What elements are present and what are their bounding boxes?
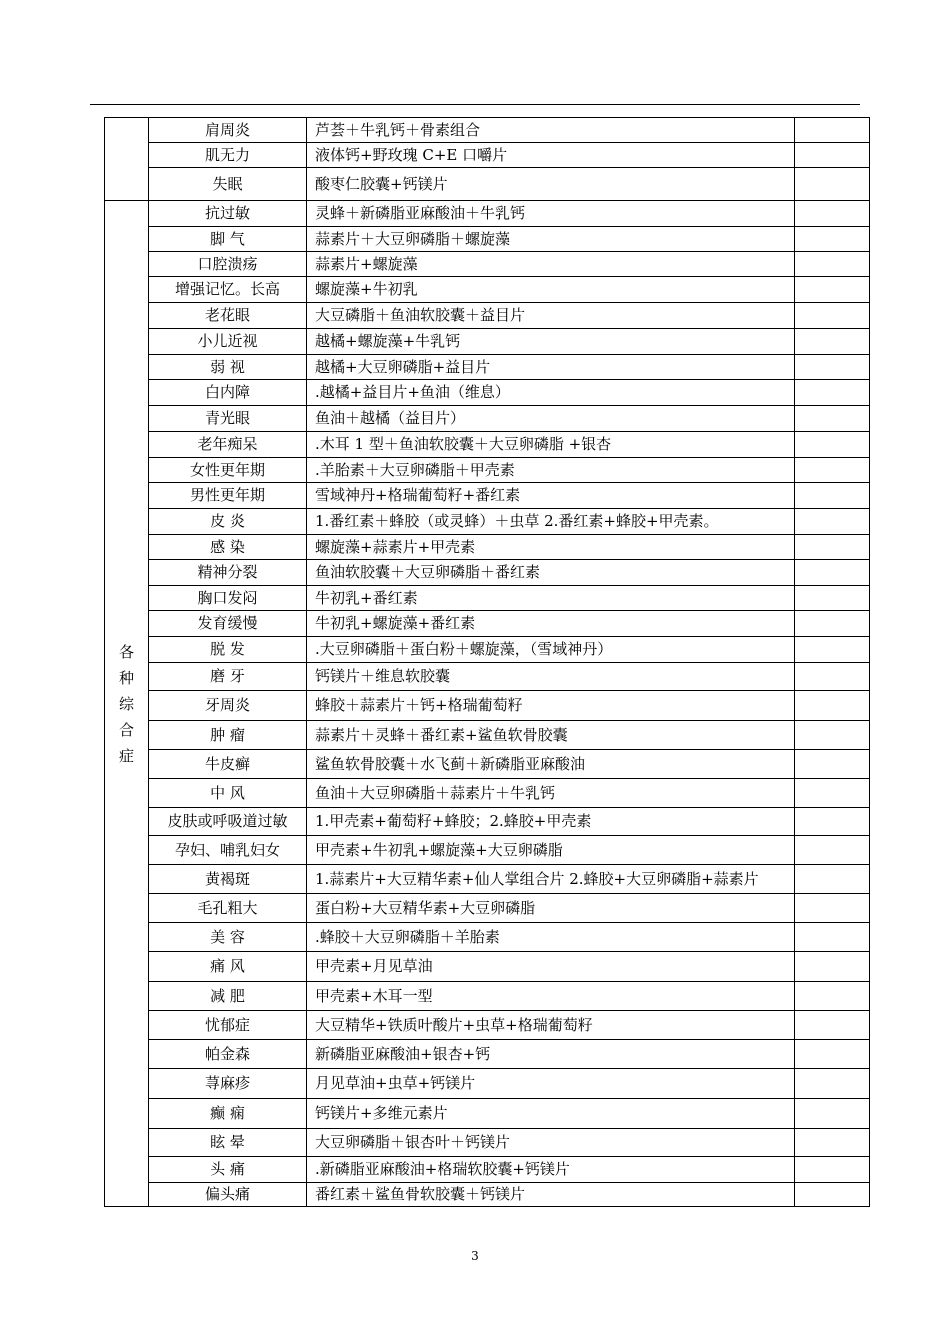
condition-name: 牛皮癣 [149, 750, 307, 779]
table-row [105, 637, 870, 663]
group-cell-empty [105, 118, 149, 201]
header-rule [90, 104, 860, 105]
notes-cell [795, 1011, 870, 1040]
notes-cell [795, 750, 870, 779]
condition-name: 美 容 [149, 923, 307, 952]
table-row [105, 952, 870, 982]
table-row [105, 1129, 870, 1157]
table-row [105, 1183, 870, 1207]
remedy-text: 鱼油＋越橘（益目片） [307, 406, 795, 432]
condition-name: 男性更年期 [149, 483, 307, 509]
notes-cell [795, 1157, 870, 1183]
table-row [105, 252, 870, 277]
notes-cell [795, 836, 870, 865]
table-row [105, 143, 870, 168]
notes-cell [795, 982, 870, 1011]
remedy-text: 蒜素片+螺旋藻 [307, 252, 795, 277]
remedy-text: 鱼油＋大豆卵磷脂＋蒜素片＋牛乳钙 [307, 779, 795, 808]
notes-cell [795, 1099, 870, 1129]
condition-name: 感 染 [149, 535, 307, 560]
remedy-text: 蛋白粉+大豆精华素+大豆卵磷脂 [307, 894, 795, 923]
table-row [105, 982, 870, 1011]
remedy-text: .越橘+益目片+鱼油（维息） [307, 380, 795, 406]
table-row [105, 535, 870, 560]
condition-name: 失眠 [149, 168, 307, 201]
notes-cell [795, 808, 870, 836]
table-row [105, 1069, 870, 1099]
notes-cell [795, 1183, 870, 1207]
remedy-text: 新磷脂亚麻酸油+银杏+钙 [307, 1040, 795, 1069]
condition-name: 忧郁症 [149, 1011, 307, 1040]
condition-name: 帕金森 [149, 1040, 307, 1069]
table-row [105, 509, 870, 535]
remedy-text: .大豆卵磷脂＋蛋白粉＋螺旋藻，（雪域神丹） [307, 637, 795, 663]
notes-cell [795, 865, 870, 894]
table-row [105, 168, 870, 201]
group-label: 各种综合症 [118, 642, 134, 765]
table-row [105, 355, 870, 380]
table-row [105, 1040, 870, 1069]
table-row [105, 1157, 870, 1183]
table-row [105, 483, 870, 509]
notes-cell [795, 143, 870, 168]
notes-cell [795, 406, 870, 432]
condition-name: 脱 发 [149, 637, 307, 663]
notes-cell [795, 509, 870, 535]
notes-cell [795, 1040, 870, 1069]
remedy-text: 酸枣仁胶囊+钙镁片 [307, 168, 795, 201]
table-row [105, 118, 870, 143]
notes-cell [795, 1069, 870, 1099]
remedy-text: 钙镁片＋维息软胶囊 [307, 663, 795, 691]
condition-name: 荨麻疹 [149, 1069, 307, 1099]
remedy-text: 番红素＋鲨鱼骨软胶囊＋钙镁片 [307, 1183, 795, 1207]
table-row [105, 586, 870, 611]
remedy-text: 灵蜂＋新磷脂亚麻酸油＋牛乳钙 [307, 201, 795, 227]
remedy-text: 甲壳素+牛初乳+螺旋藻+大豆卵磷脂 [307, 836, 795, 865]
table-row [105, 201, 870, 227]
table-row [105, 691, 870, 721]
remedy-text: 甲壳素+月见草油 [307, 952, 795, 982]
table-row [105, 663, 870, 691]
condition-name: 减 肥 [149, 982, 307, 1011]
table-row [105, 750, 870, 779]
notes-cell [795, 118, 870, 143]
table-row [105, 894, 870, 923]
remedy-text: 芦荟＋牛乳钙＋骨素组合 [307, 118, 795, 143]
condition-name: 皮 炎 [149, 509, 307, 535]
table-row [105, 303, 870, 329]
table-row [105, 458, 870, 483]
remedy-text: 液体钙+野玫瑰 C+E 口嚼片 [307, 143, 795, 168]
condition-name: 脚 气 [149, 227, 307, 252]
notes-cell [795, 355, 870, 380]
notes-cell [795, 535, 870, 560]
notes-cell [795, 252, 870, 277]
condition-name: 青光眼 [149, 406, 307, 432]
table-row [105, 611, 870, 637]
remedy-text: 甲壳素+木耳一型 [307, 982, 795, 1011]
remedy-text: 1.甲壳素+葡萄籽+蜂胶；2.蜂胶+甲壳素 [307, 808, 795, 836]
notes-cell [795, 611, 870, 637]
remedy-text: 月见草油+虫草+钙镁片 [307, 1069, 795, 1099]
table-row [105, 836, 870, 865]
remedy-text: 螺旋藻+牛初乳 [307, 277, 795, 303]
condition-name: 白内障 [149, 380, 307, 406]
table-row [105, 923, 870, 952]
table-row [105, 406, 870, 432]
condition-name: 磨 牙 [149, 663, 307, 691]
notes-cell [795, 691, 870, 721]
notes-cell [795, 663, 870, 691]
group-cell [105, 201, 149, 1207]
remedy-text: 大豆磷脂＋鱼油软胶囊＋益目片 [307, 303, 795, 329]
condition-name: 肌无力 [149, 143, 307, 168]
notes-cell [795, 380, 870, 406]
table-row [105, 721, 870, 750]
condition-name: 偏头痛 [149, 1183, 307, 1207]
remedy-text: 1.番红素＋蜂胶（或灵蜂）＋虫草 2.番红素+蜂胶+甲壳素。 [307, 509, 795, 535]
condition-name: 孕妇、哺乳妇女 [149, 836, 307, 865]
condition-name: 痛 风 [149, 952, 307, 982]
condition-name: 老花眼 [149, 303, 307, 329]
remedy-text: 牛初乳+番红素 [307, 586, 795, 611]
table-row [105, 1099, 870, 1129]
remedy-text: 钙镁片+多维元素片 [307, 1099, 795, 1129]
notes-cell [795, 952, 870, 982]
notes-cell [795, 303, 870, 329]
condition-name: 发育缓慢 [149, 611, 307, 637]
condition-name: 精神分裂 [149, 560, 307, 586]
remedy-text: 鲨鱼软骨胶囊＋水飞蓟＋新磷脂亚麻酸油 [307, 750, 795, 779]
remedy-text: 大豆精华+铁质叶酸片+虫草+格瑞葡萄籽 [307, 1011, 795, 1040]
condition-name: 抗过敏 [149, 201, 307, 227]
condition-name: 中 风 [149, 779, 307, 808]
remedy-text: .羊胎素＋大豆卵磷脂＋甲壳素 [307, 458, 795, 483]
table-row [105, 380, 870, 406]
table-row [105, 560, 870, 586]
notes-cell [795, 1129, 870, 1157]
notes-cell [795, 168, 870, 201]
condition-name: 口腔溃疡 [149, 252, 307, 277]
remedy-text: 雪域神丹+格瑞葡萄籽+番红素 [307, 483, 795, 509]
condition-name: 黄褐斑 [149, 865, 307, 894]
remedy-text: 越橘+螺旋藻+牛乳钙 [307, 329, 795, 355]
table-row [105, 227, 870, 252]
condition-name: 胸口发闷 [149, 586, 307, 611]
condition-name: 牙周炎 [149, 691, 307, 721]
notes-cell [795, 894, 870, 923]
remedy-text: .木耳 1 型＋鱼油软胶囊＋大豆卵磷脂 +银杏 [307, 432, 795, 458]
remedy-text: 1.蒜素片+大豆精华素+仙人掌组合片 2.蜂胶+大豆卵磷脂+蒜素片 [307, 865, 795, 894]
notes-cell [795, 560, 870, 586]
notes-cell [795, 227, 870, 252]
remedy-text: 牛初乳+螺旋藻+番红素 [307, 611, 795, 637]
table-row [105, 808, 870, 836]
notes-cell [795, 329, 870, 355]
table-row [105, 432, 870, 458]
remedy-text: 螺旋藻+蒜素片+甲壳素 [307, 535, 795, 560]
condition-name: 小儿近视 [149, 329, 307, 355]
table-row [105, 865, 870, 894]
remedy-text: .蜂胶＋大豆卵磷脂＋羊胎素 [307, 923, 795, 952]
notes-cell [795, 779, 870, 808]
notes-cell [795, 201, 870, 227]
table-row [105, 329, 870, 355]
remedy-text: 蒜素片＋灵蜂＋番红素+鲨鱼软骨胶囊 [307, 721, 795, 750]
remedy-text: 鱼油软胶囊＋大豆卵磷脂＋番红素 [307, 560, 795, 586]
remedy-table [104, 117, 870, 1207]
condition-name: 肩周炎 [149, 118, 307, 143]
table-row [105, 277, 870, 303]
notes-cell [795, 458, 870, 483]
table-row [105, 779, 870, 808]
condition-name: 肿 瘤 [149, 721, 307, 750]
page-number: 3 [471, 1249, 479, 1263]
condition-name: 皮肤或呼吸道过敏 [149, 808, 307, 836]
condition-name: 眩 晕 [149, 1129, 307, 1157]
remedy-text: 越橘+大豆卵磷脂+益目片 [307, 355, 795, 380]
notes-cell [795, 432, 870, 458]
notes-cell [795, 586, 870, 611]
remedy-text: 大豆卵磷脂＋银杏叶＋钙镁片 [307, 1129, 795, 1157]
notes-cell [795, 923, 870, 952]
condition-name: 增强记忆。长高 [149, 277, 307, 303]
remedy-text: 蒜素片＋大豆卵磷脂＋螺旋藻 [307, 227, 795, 252]
remedy-text: 蜂胶＋蒜素片＋钙+格瑞葡萄籽 [307, 691, 795, 721]
notes-cell [795, 721, 870, 750]
table-row [105, 1011, 870, 1040]
condition-name: 弱 视 [149, 355, 307, 380]
condition-name: 女性更年期 [149, 458, 307, 483]
condition-name: 毛孔粗大 [149, 894, 307, 923]
notes-cell [795, 637, 870, 663]
condition-name: 头 痛 [149, 1157, 307, 1183]
remedy-text: .新磷脂亚麻酸油+格瑞软胶囊+钙镁片 [307, 1157, 795, 1183]
notes-cell [795, 483, 870, 509]
notes-cell [795, 277, 870, 303]
condition-name: 老年痴呆 [149, 432, 307, 458]
condition-name: 癫 痫 [149, 1099, 307, 1129]
